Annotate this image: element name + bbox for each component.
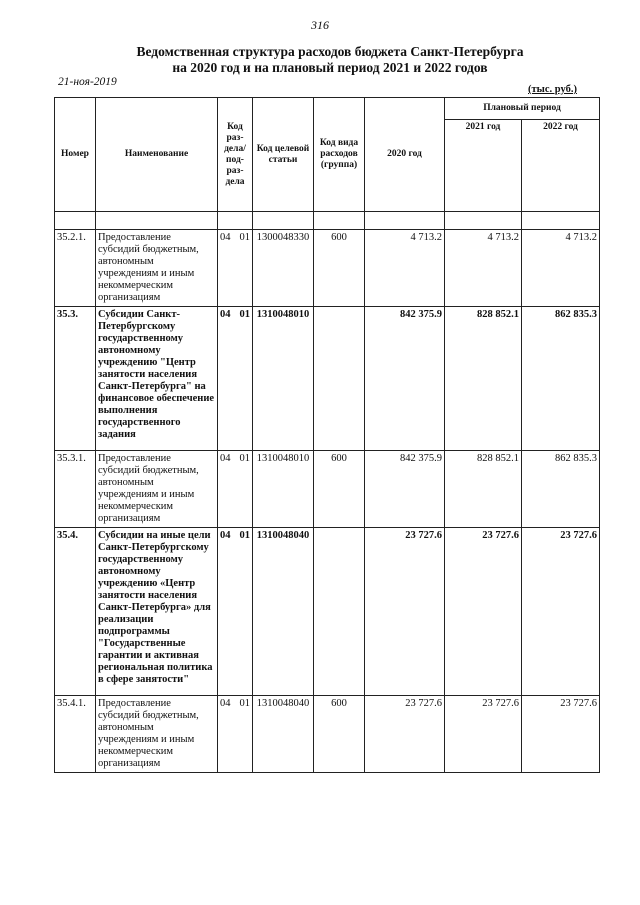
row-podrazdel: 01 — [239, 232, 250, 243]
table-row — [55, 230, 600, 307]
header-expense-type-code: Код вида расходов (группа) — [314, 98, 365, 212]
table-row — [55, 528, 600, 696]
row-podrazdel: 01 — [239, 530, 250, 541]
table-row — [55, 451, 600, 528]
header-year-2020: 2020 год — [365, 98, 445, 212]
row-razdel: 04 — [220, 698, 231, 709]
row-razdel-code — [218, 230, 253, 307]
row-amount-2021: 828 852.1 — [445, 451, 522, 528]
row-name: Субсидии Санкт-Петербургскому государственному автономному учреждению "Центр занятости населения Санкт-Петербурга" на финансовое обеспечение выполнения государственного задания — [96, 307, 218, 451]
row-number: 35.4. — [55, 528, 96, 696]
row-podrazdel: 01 — [239, 698, 250, 709]
row-number: 35.4.1. — [55, 696, 96, 773]
header-number: Номер — [55, 98, 96, 212]
row-expense-type-code — [314, 528, 365, 696]
row-razdel: 04 — [220, 309, 231, 320]
title-line-2: на 2020 год и на плановый период 2021 и 2022 годов — [172, 60, 488, 75]
table-spacer-row — [55, 212, 600, 230]
row-amount-2020: 23 727.6 — [365, 696, 445, 773]
row-amount-2022: 23 727.6 — [522, 528, 600, 696]
row-amount-2022: 23 727.6 — [522, 696, 600, 773]
page-number: 316 — [311, 18, 329, 32]
row-razdel-code — [218, 451, 253, 528]
row-razdel-code — [218, 696, 253, 773]
header-plan-period: Плановый период — [445, 98, 600, 120]
header-name: Наименование — [96, 98, 218, 212]
row-razdel-code — [218, 307, 253, 451]
table-row — [55, 307, 600, 451]
row-amount-2021: 828 852.1 — [445, 307, 522, 451]
row-number: 35.3.1. — [55, 451, 96, 528]
row-target-code: 1310048010 — [253, 451, 314, 528]
row-expense-type-code: 600 — [314, 696, 365, 773]
row-razdel: 04 — [220, 232, 231, 243]
row-amount-2022: 862 835.3 — [522, 451, 600, 528]
row-number: 35.3. — [55, 307, 96, 451]
row-podrazdel: 01 — [239, 309, 250, 320]
row-razdel: 04 — [220, 530, 231, 541]
row-name: Предоставление субсидий бюджетным, автономным учреждениям и иным некоммерческим организациям — [96, 696, 218, 773]
row-razdel-code — [218, 528, 253, 696]
row-razdel: 04 — [220, 453, 231, 464]
row-number: 35.2.1. — [55, 230, 96, 307]
row-amount-2021: 23 727.6 — [445, 696, 522, 773]
row-amount-2020: 23 727.6 — [365, 528, 445, 696]
table-row — [55, 696, 600, 773]
row-expense-type-code — [314, 307, 365, 451]
row-amount-2021: 4 713.2 — [445, 230, 522, 307]
row-name: Субсидии на иные цели Санкт-Петербургскому государственному автономному учреждению «Центр занятости населения Санкт-Петербурга» для реализации подпрограммы "Государственные гарантии и активная региональная политика в сфере занятости" — [96, 528, 218, 696]
row-amount-2020: 842 375.9 — [365, 307, 445, 451]
row-podrazdel: 01 — [239, 453, 250, 464]
row-target-code: 1300048330 — [253, 230, 314, 307]
title-line-1: Ведомственная структура расходов бюджета Санкт-Петербурга — [136, 44, 524, 59]
row-amount-2021: 23 727.6 — [445, 528, 522, 696]
document-date: 21-ноя-2019 — [58, 76, 117, 88]
row-target-code: 1310048040 — [253, 696, 314, 773]
row-target-code: 1310048040 — [253, 528, 314, 696]
row-name: Предоставление субсидий бюджетным, автономным учреждениям и иным некоммерческим организациям — [96, 451, 218, 528]
row-amount-2022: 862 835.3 — [522, 307, 600, 451]
row-expense-type-code: 600 — [314, 230, 365, 307]
units-label: (тыс. руб.) — [528, 84, 577, 95]
row-amount-2020: 842 375.9 — [365, 451, 445, 528]
header-razdel-code: Код раз- дела/ под- раз- дела — [218, 98, 253, 212]
budget-table — [54, 97, 600, 773]
row-amount-2022: 4 713.2 — [522, 230, 600, 307]
row-target-code: 1310048010 — [253, 307, 314, 451]
row-amount-2020: 4 713.2 — [365, 230, 445, 307]
header-year-2022: 2022 год — [522, 120, 600, 212]
row-name: Предоставление субсидий бюджетным, автономным учреждениям и иным некоммерческим организациям — [96, 230, 218, 307]
header-target-code: Код целевой статьи — [253, 98, 314, 212]
document-title — [60, 44, 600, 76]
header-year-2021: 2021 год — [445, 120, 522, 212]
row-expense-type-code: 600 — [314, 451, 365, 528]
